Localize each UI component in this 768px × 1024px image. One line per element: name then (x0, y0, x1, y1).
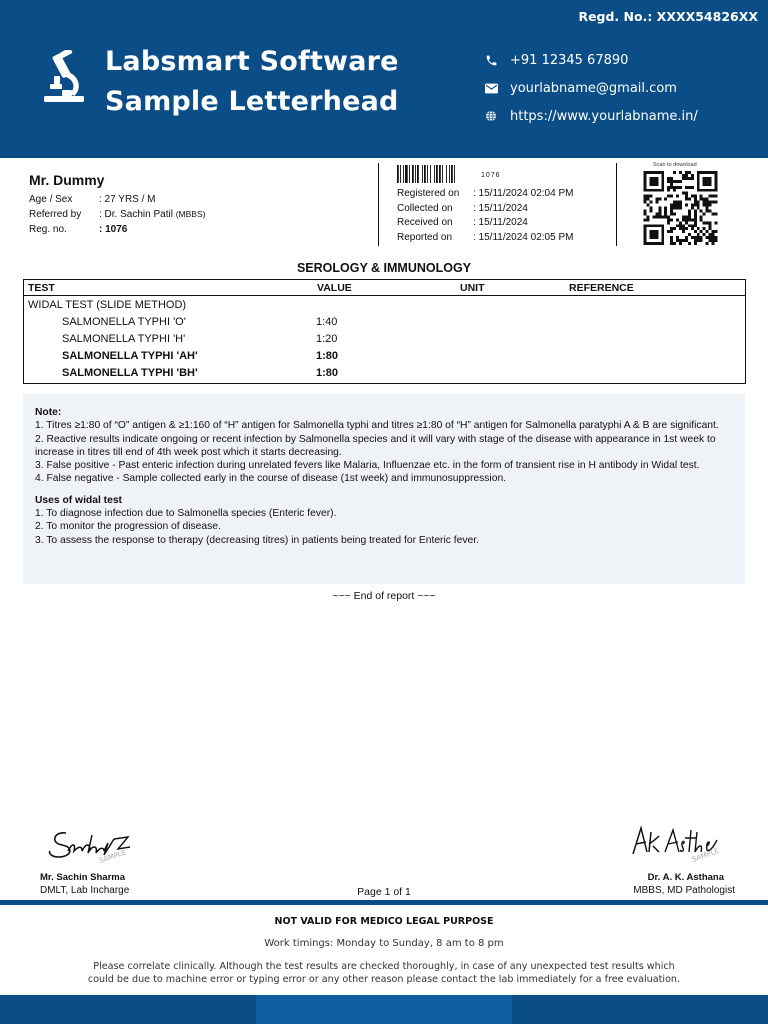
barcode (397, 165, 477, 183)
signatory-right-role: MBBS, MD Pathologist (633, 885, 735, 896)
registered-row (397, 187, 573, 202)
lab-name-line2: Sample Letterhead (105, 86, 399, 117)
notes-heading: Note: (35, 407, 62, 418)
contact-email (484, 74, 764, 102)
reported-value: : 15/11/2024 02:05 PM (473, 231, 574, 243)
results-table (23, 279, 746, 384)
footer-disclaimer: Please correlate clinically. Although the test results are checked thoroughly, in case of any unexpected test results which could be due to machine error or typing error or any other reason please contact the lab immediately for a free evaluation. (87, 961, 681, 985)
referred-by-doctor: : Dr. Sachin Patil (99, 209, 173, 220)
website-text[interactable]: https://www.yourlabname.in/ (510, 108, 698, 124)
use-item: 1. To diagnose infection due to Salmonella species (Enteric fever). (35, 508, 337, 520)
test-value: 1:80 (316, 367, 339, 379)
qr-code[interactable] (642, 171, 719, 245)
age-sex-value: : 27 YRS / M (99, 194, 156, 205)
phone-icon (484, 53, 498, 67)
use-item: 3. To assess the response to therapy (decreasing titres) in patients being treated for Enteric fever. (35, 534, 479, 546)
reg-no-label: Reg. no. (29, 224, 67, 235)
divider-right (616, 163, 617, 246)
test-name: SALMONELLA TYPHI 'O' (62, 316, 186, 328)
test-name: SALMONELLA TYPHI 'BH' (62, 367, 198, 379)
test-name: SALMONELLA TYPHI 'H' (62, 333, 186, 345)
note-item: 1. Titres ≥1:80 of “O” antigen & ≥1:160 of “H” antigen for Salmonella typhi and titres ≥1:80 of “H” antigen for Salmonella paratyphi A & B are significant. (35, 420, 719, 432)
scan-label: Scan to download (653, 162, 697, 168)
end-of-report: ~~~ End of report ~~~ (332, 590, 436, 602)
referred-by-label: Referred by (29, 209, 82, 220)
patient-details (29, 192, 205, 237)
registered-value: : 15/11/2024 02:04 PM (473, 188, 574, 199)
uses-heading: Uses of widal test (35, 494, 122, 506)
received-row (397, 216, 573, 231)
table-row (24, 316, 745, 333)
contact-info (484, 46, 764, 130)
test-group-name: WIDAL TEST (SLIDE METHOD) (28, 299, 187, 311)
email-text[interactable]: yourlabname@gmail.com (510, 80, 677, 96)
table-row (24, 350, 745, 367)
received-value: : 15/11/2024 (473, 217, 528, 228)
note-item: 3. False positive - Past enteric infection during unrelated fevers like Malaria, Influenzae etc. in the form of transient rise in H antibody in Widal test. (35, 460, 700, 472)
signature-right-image (627, 818, 737, 866)
referred-by-qualification: (MBBS) (175, 209, 206, 219)
use-item: 2. To monitor the progression of disease. (35, 521, 221, 533)
reg-no-value: : 1076 (99, 224, 128, 235)
patient-name: Mr. Dummy (29, 172, 105, 188)
collected-row (397, 202, 573, 217)
footer-title: NOT VALID FOR MEDICO LEGAL PURPOSE (274, 916, 494, 927)
signatory-left-role: DMLT, Lab Incharge (40, 885, 130, 896)
svg-text:SAMPLE: SAMPLE (690, 846, 720, 864)
signatory-left-name: Mr. Sachin Sharma (40, 872, 126, 883)
globe-icon (484, 109, 498, 123)
received-label: Received on (397, 217, 453, 228)
collected-label: Collected on (397, 202, 453, 214)
test-value: 1:40 (316, 316, 338, 328)
footer-divider (0, 900, 768, 905)
header-reference: REFERENCE (569, 282, 634, 294)
header-value: VALUE (317, 282, 352, 294)
microscope-logo-icon (40, 50, 88, 106)
registration-number: Regd. No.: XXXX54826XX (578, 9, 758, 24)
report-dates (397, 187, 573, 245)
page-number: Page 1 of 1 (357, 886, 411, 898)
signature-left-image (44, 821, 144, 869)
table-row (24, 367, 745, 384)
note-item: 2. Reactive results indicate ongoing or recent infection by Salmonella species and it will vary with stage of the disease with appearance in 1st week to increase in titres till end of 4th week post which it starts decreasing. (35, 433, 716, 458)
reported-row (397, 231, 573, 246)
referred-by-row (29, 207, 205, 222)
reported-label: Reported on (397, 231, 453, 243)
test-name: SALMONELLA TYPHI 'AH' (62, 350, 198, 362)
registered-label: Registered on (397, 188, 460, 199)
work-timings: Work timings: Monday to Sunday, 8 am to 8 pm (264, 938, 504, 949)
contact-website (484, 102, 764, 130)
table-row (24, 333, 745, 350)
section-title: SEROLOGY & IMMUNOLOGY (296, 261, 472, 275)
collected-value: : 15/11/2024 (473, 202, 528, 214)
table-header (24, 280, 745, 296)
divider-left (378, 163, 379, 246)
test-value: 1:20 (316, 333, 338, 345)
barcode-number: 1076 (481, 172, 501, 179)
footer-bar (0, 995, 768, 1024)
note-item: 4. False negative - Sample collected early in the course of disease (1st week) and immunosuppression. (35, 473, 507, 485)
mail-icon (484, 81, 498, 95)
signatory-right-name: Dr. A. K. Asthana (647, 872, 724, 883)
test-value: 1:80 (316, 350, 339, 362)
referred-by-value (99, 207, 205, 222)
letterhead-header (0, 0, 768, 158)
age-sex-row (29, 192, 205, 207)
reg-no-row (29, 222, 205, 237)
lab-name (105, 42, 399, 122)
phone-text[interactable]: +91 12345 67890 (510, 52, 629, 68)
header-test: TEST (28, 282, 55, 294)
lab-name-line1: Labsmart Software (105, 46, 399, 77)
age-sex-label: Age / Sex (29, 194, 73, 205)
header-unit: UNIT (460, 282, 485, 294)
contact-phone (484, 46, 764, 74)
notes-box (23, 394, 745, 584)
svg-text:SAMPLE: SAMPLE (98, 848, 128, 865)
